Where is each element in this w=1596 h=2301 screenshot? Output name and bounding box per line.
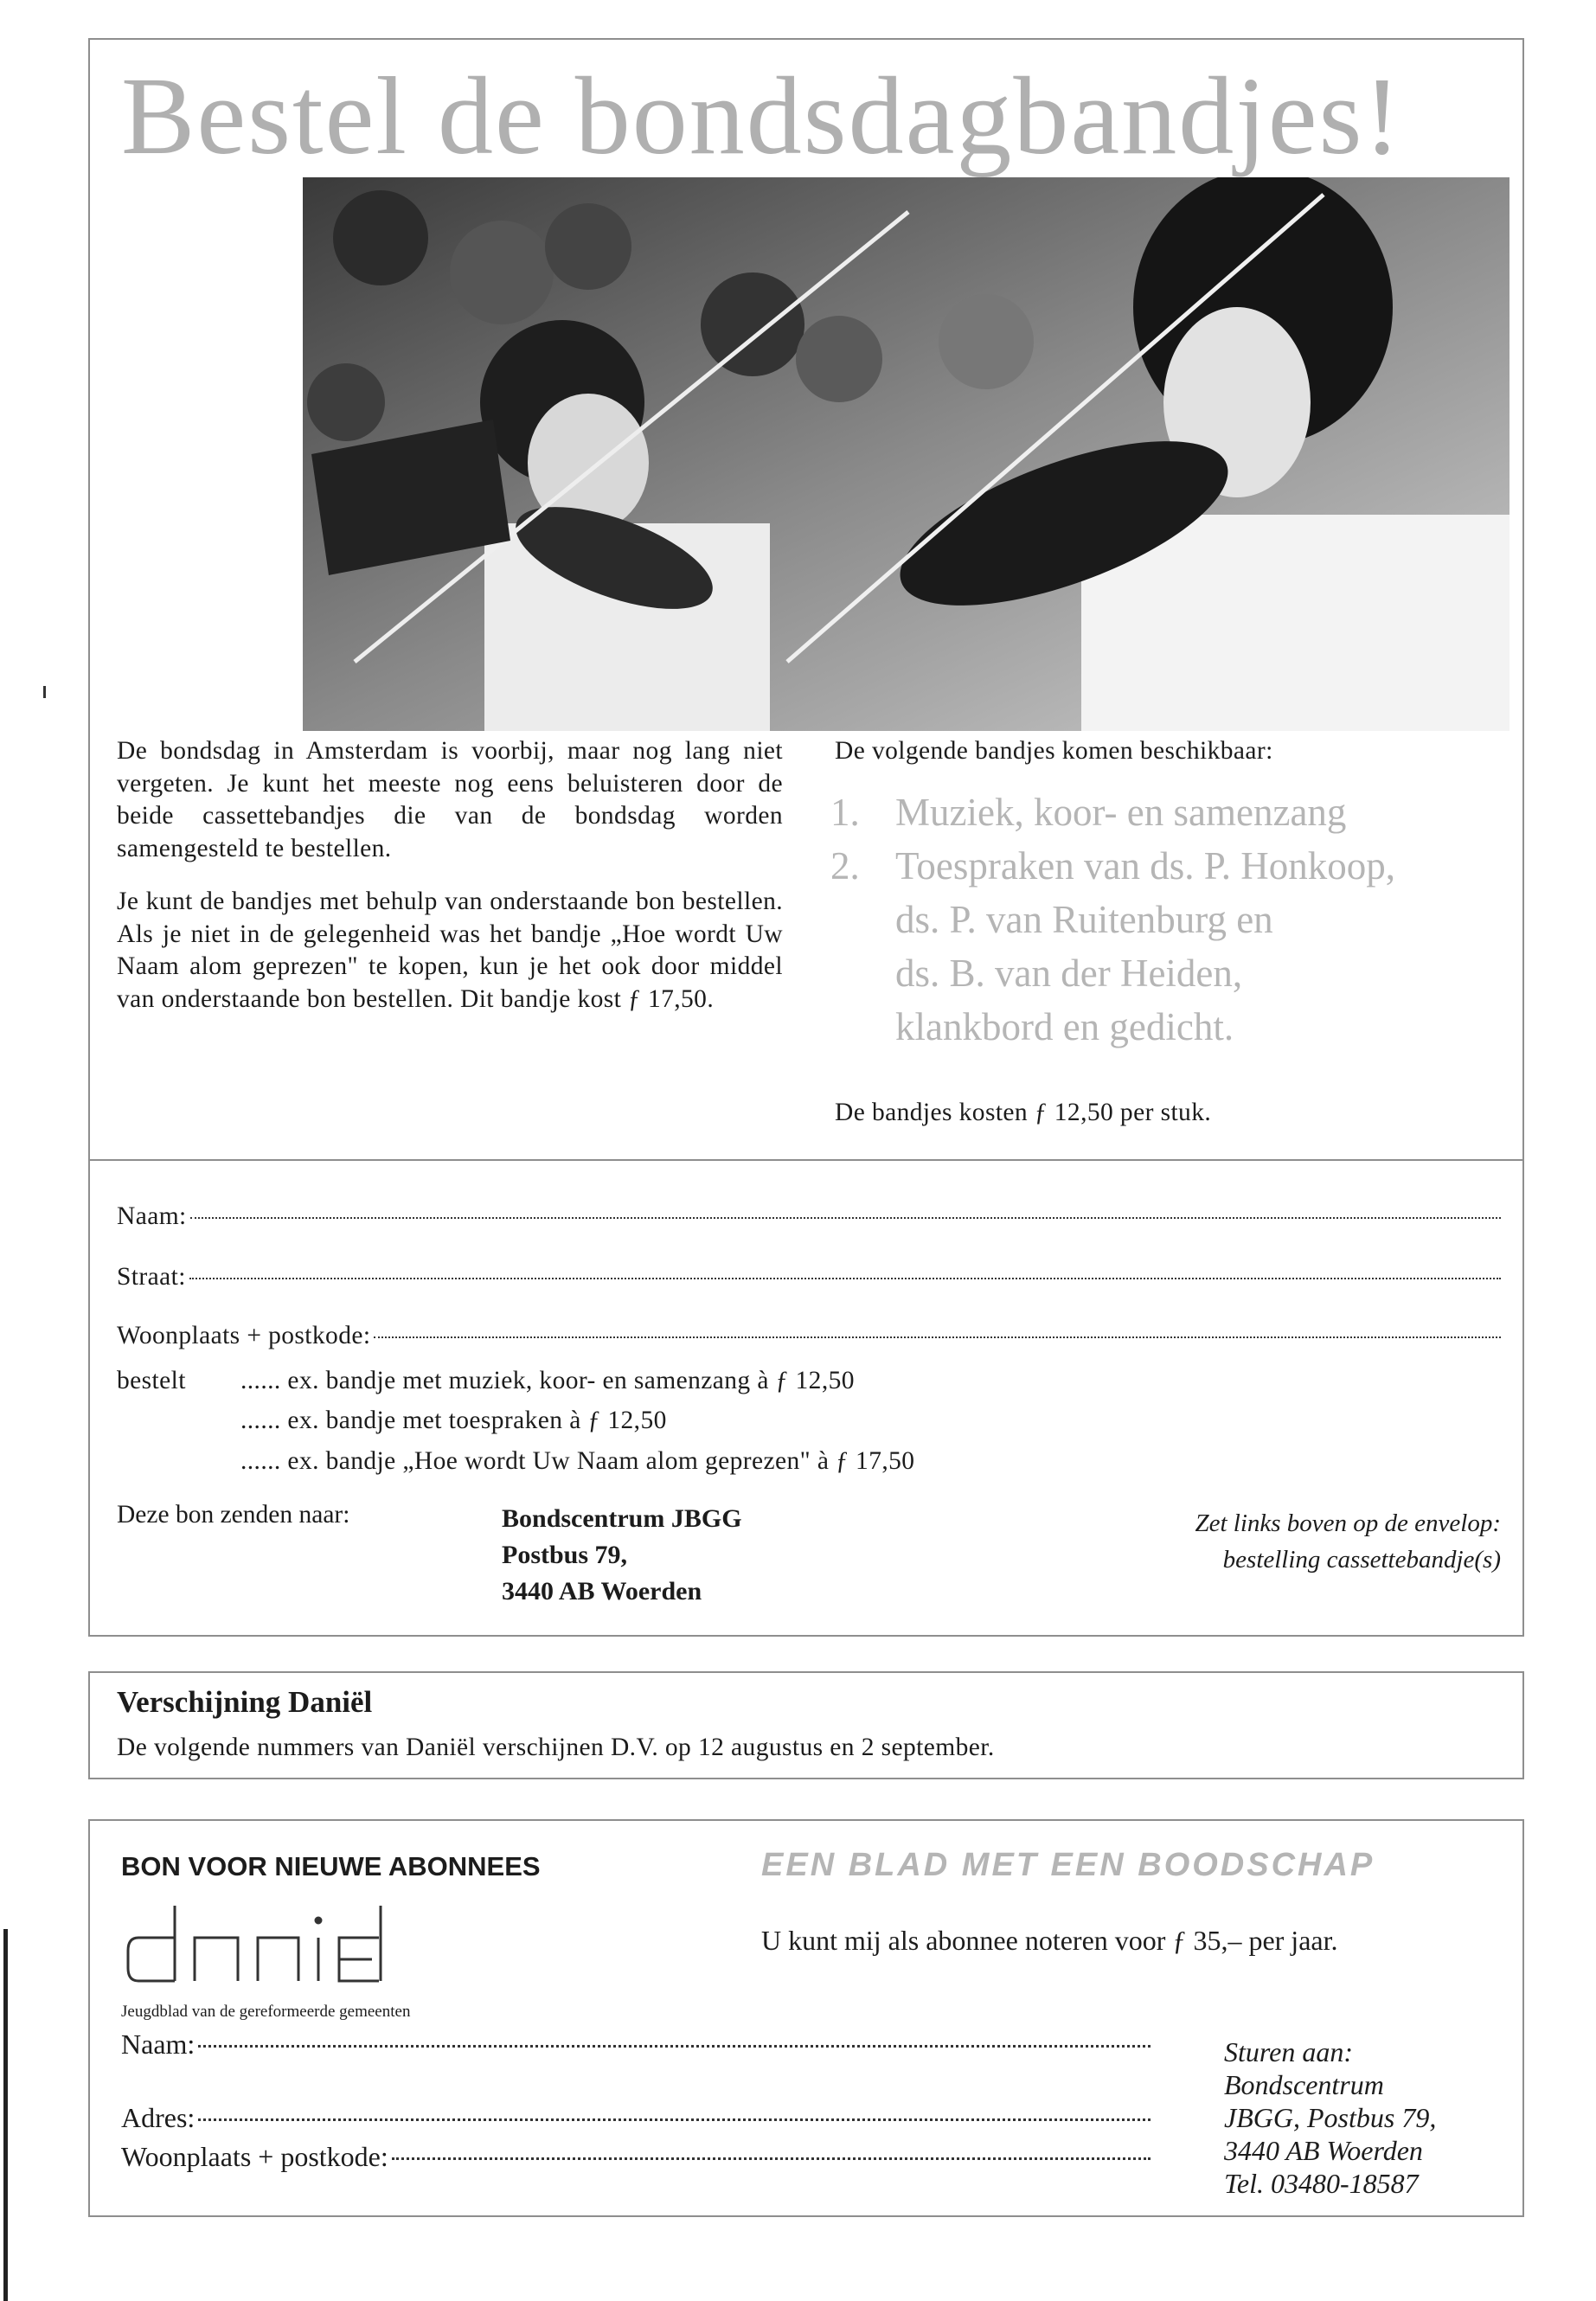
send-address: [502, 1501, 742, 1610]
tape-number: 1.: [830, 791, 860, 834]
form-divider: [88, 1159, 1524, 1161]
sub-city-input[interactable]: [392, 2157, 1151, 2160]
sub-name-input[interactable]: [198, 2045, 1151, 2048]
available-heading: De volgende bandjes komen beschikbaar:: [835, 737, 1273, 765]
tape-title: ds. B. van der Heiden,: [895, 952, 1243, 995]
subscription-heading: BON VOOR NIEUWE ABONNEES: [121, 1851, 541, 1881]
subscription-offer: U kunt mij als abonnee noteren voor ƒ 35,– per jaar.: [761, 1925, 1338, 1956]
field-label: Adres:: [121, 2102, 195, 2133]
page-title: Bestel de bondsdagbandjes!: [121, 54, 1402, 177]
photo-illustration-icon: [303, 177, 1509, 731]
tape-title: Muziek, koor- en samenzang: [895, 791, 1347, 834]
intro-text: [117, 735, 783, 1036]
name-field[interactable]: [117, 1202, 1501, 1231]
verschijning-text: De volgende nummers van Daniël verschijnen D.V. op 12 augustus en 2 september.: [117, 1734, 995, 1761]
address-line: Bondscentrum JBGG: [502, 1504, 742, 1533]
note-line: Zet links boven op de envelop:: [1195, 1509, 1501, 1537]
send-to-line: JBGG, Postbus 79,: [1224, 2102, 1437, 2133]
address-line: Postbus 79,: [502, 1541, 628, 1569]
sub-city-field[interactable]: [121, 2141, 1151, 2173]
sub-address-input[interactable]: [198, 2118, 1151, 2121]
price-text: De bandjes kosten ƒ 12,50 per stuk.: [835, 1099, 1212, 1126]
intro-paragraph: Je kunt de bandjes met behulp van onderstaande bon bestellen. Als je niet in de gelegenheid was het bandje „Hoe wordt Uw Naam alom geprezen" te kopen, kun je het ook door middel van onderstaande bon bestellen. Dit bandje kost ƒ 17,50.: [117, 888, 783, 1013]
send-to-line: 3440 AB Woerden: [1224, 2135, 1423, 2166]
tape-title: Toespraken van ds. P. Honkoop,: [895, 844, 1396, 888]
address-line: 3440 AB Woerden: [502, 1577, 702, 1606]
violin-players-photo: [303, 177, 1509, 731]
name-input[interactable]: [190, 1217, 1501, 1219]
order-line[interactable]: ...... ex. bandje „Hoe wordt Uw Naam alom geprezen" à ƒ 17,50: [240, 1447, 915, 1475]
field-label: Woonplaats + postkode:: [121, 2141, 388, 2172]
field-label: Straat:: [117, 1263, 186, 1291]
field-label: Naam:: [121, 2029, 195, 2060]
sub-name-field[interactable]: [121, 2029, 1151, 2061]
send-to-line: Tel. 03480-18587: [1224, 2168, 1419, 2199]
verschijning-heading: Verschijning Daniël: [117, 1685, 373, 1719]
intro-paragraph: De bondsdag in Amsterdam is voorbij, maar nog lang niet vergeten. Je kunt het meeste nog eens beluisteren door de beide cassettebandjes die van de bondsdag worden samengesteld te bestellen.: [117, 737, 783, 862]
city-input[interactable]: [374, 1336, 1501, 1338]
send-to-line: Bondscentrum: [1224, 2069, 1384, 2100]
send-to-line: Sturen aan:: [1224, 2036, 1354, 2067]
list-item: [830, 839, 1522, 1054]
scan-mark: [43, 686, 46, 698]
tape-list: [830, 785, 1522, 1054]
street-input[interactable]: [189, 1278, 1501, 1279]
envelope-note: [1195, 1505, 1501, 1578]
sub-address-field[interactable]: [121, 2102, 1151, 2134]
bestelt-label: bestelt: [117, 1367, 186, 1394]
send-to-block: [1224, 2035, 1436, 2200]
note-line: bestelling cassettebandje(s): [1222, 1546, 1501, 1574]
list-item: [830, 785, 1522, 839]
field-label: Woonplaats + postkode:: [117, 1322, 371, 1349]
scan-edge: [3, 1929, 8, 2301]
street-field[interactable]: [117, 1263, 1501, 1292]
order-line[interactable]: ...... ex. bandje met toespraken à ƒ 12,50: [240, 1407, 667, 1434]
send-label: Deze bon zenden naar:: [117, 1501, 350, 1529]
tape-title: klankbord en gedicht.: [895, 1005, 1234, 1048]
daniel-logo-icon: [121, 1899, 389, 1990]
logo-tagline: Jeugdblad van de gereformeerde gemeenten: [121, 2003, 411, 2021]
order-line[interactable]: ...... ex. bandje met muziek, koor- en samenzang à ƒ 12,50: [240, 1367, 855, 1394]
field-label: Naam:: [117, 1202, 187, 1230]
city-field[interactable]: [117, 1322, 1501, 1350]
slogan: EEN BLAD MET EEN BOODSCHAP: [761, 1847, 1375, 1883]
tape-title: ds. P. van Ruitenburg en: [895, 898, 1273, 941]
tape-number: 2.: [830, 844, 860, 888]
